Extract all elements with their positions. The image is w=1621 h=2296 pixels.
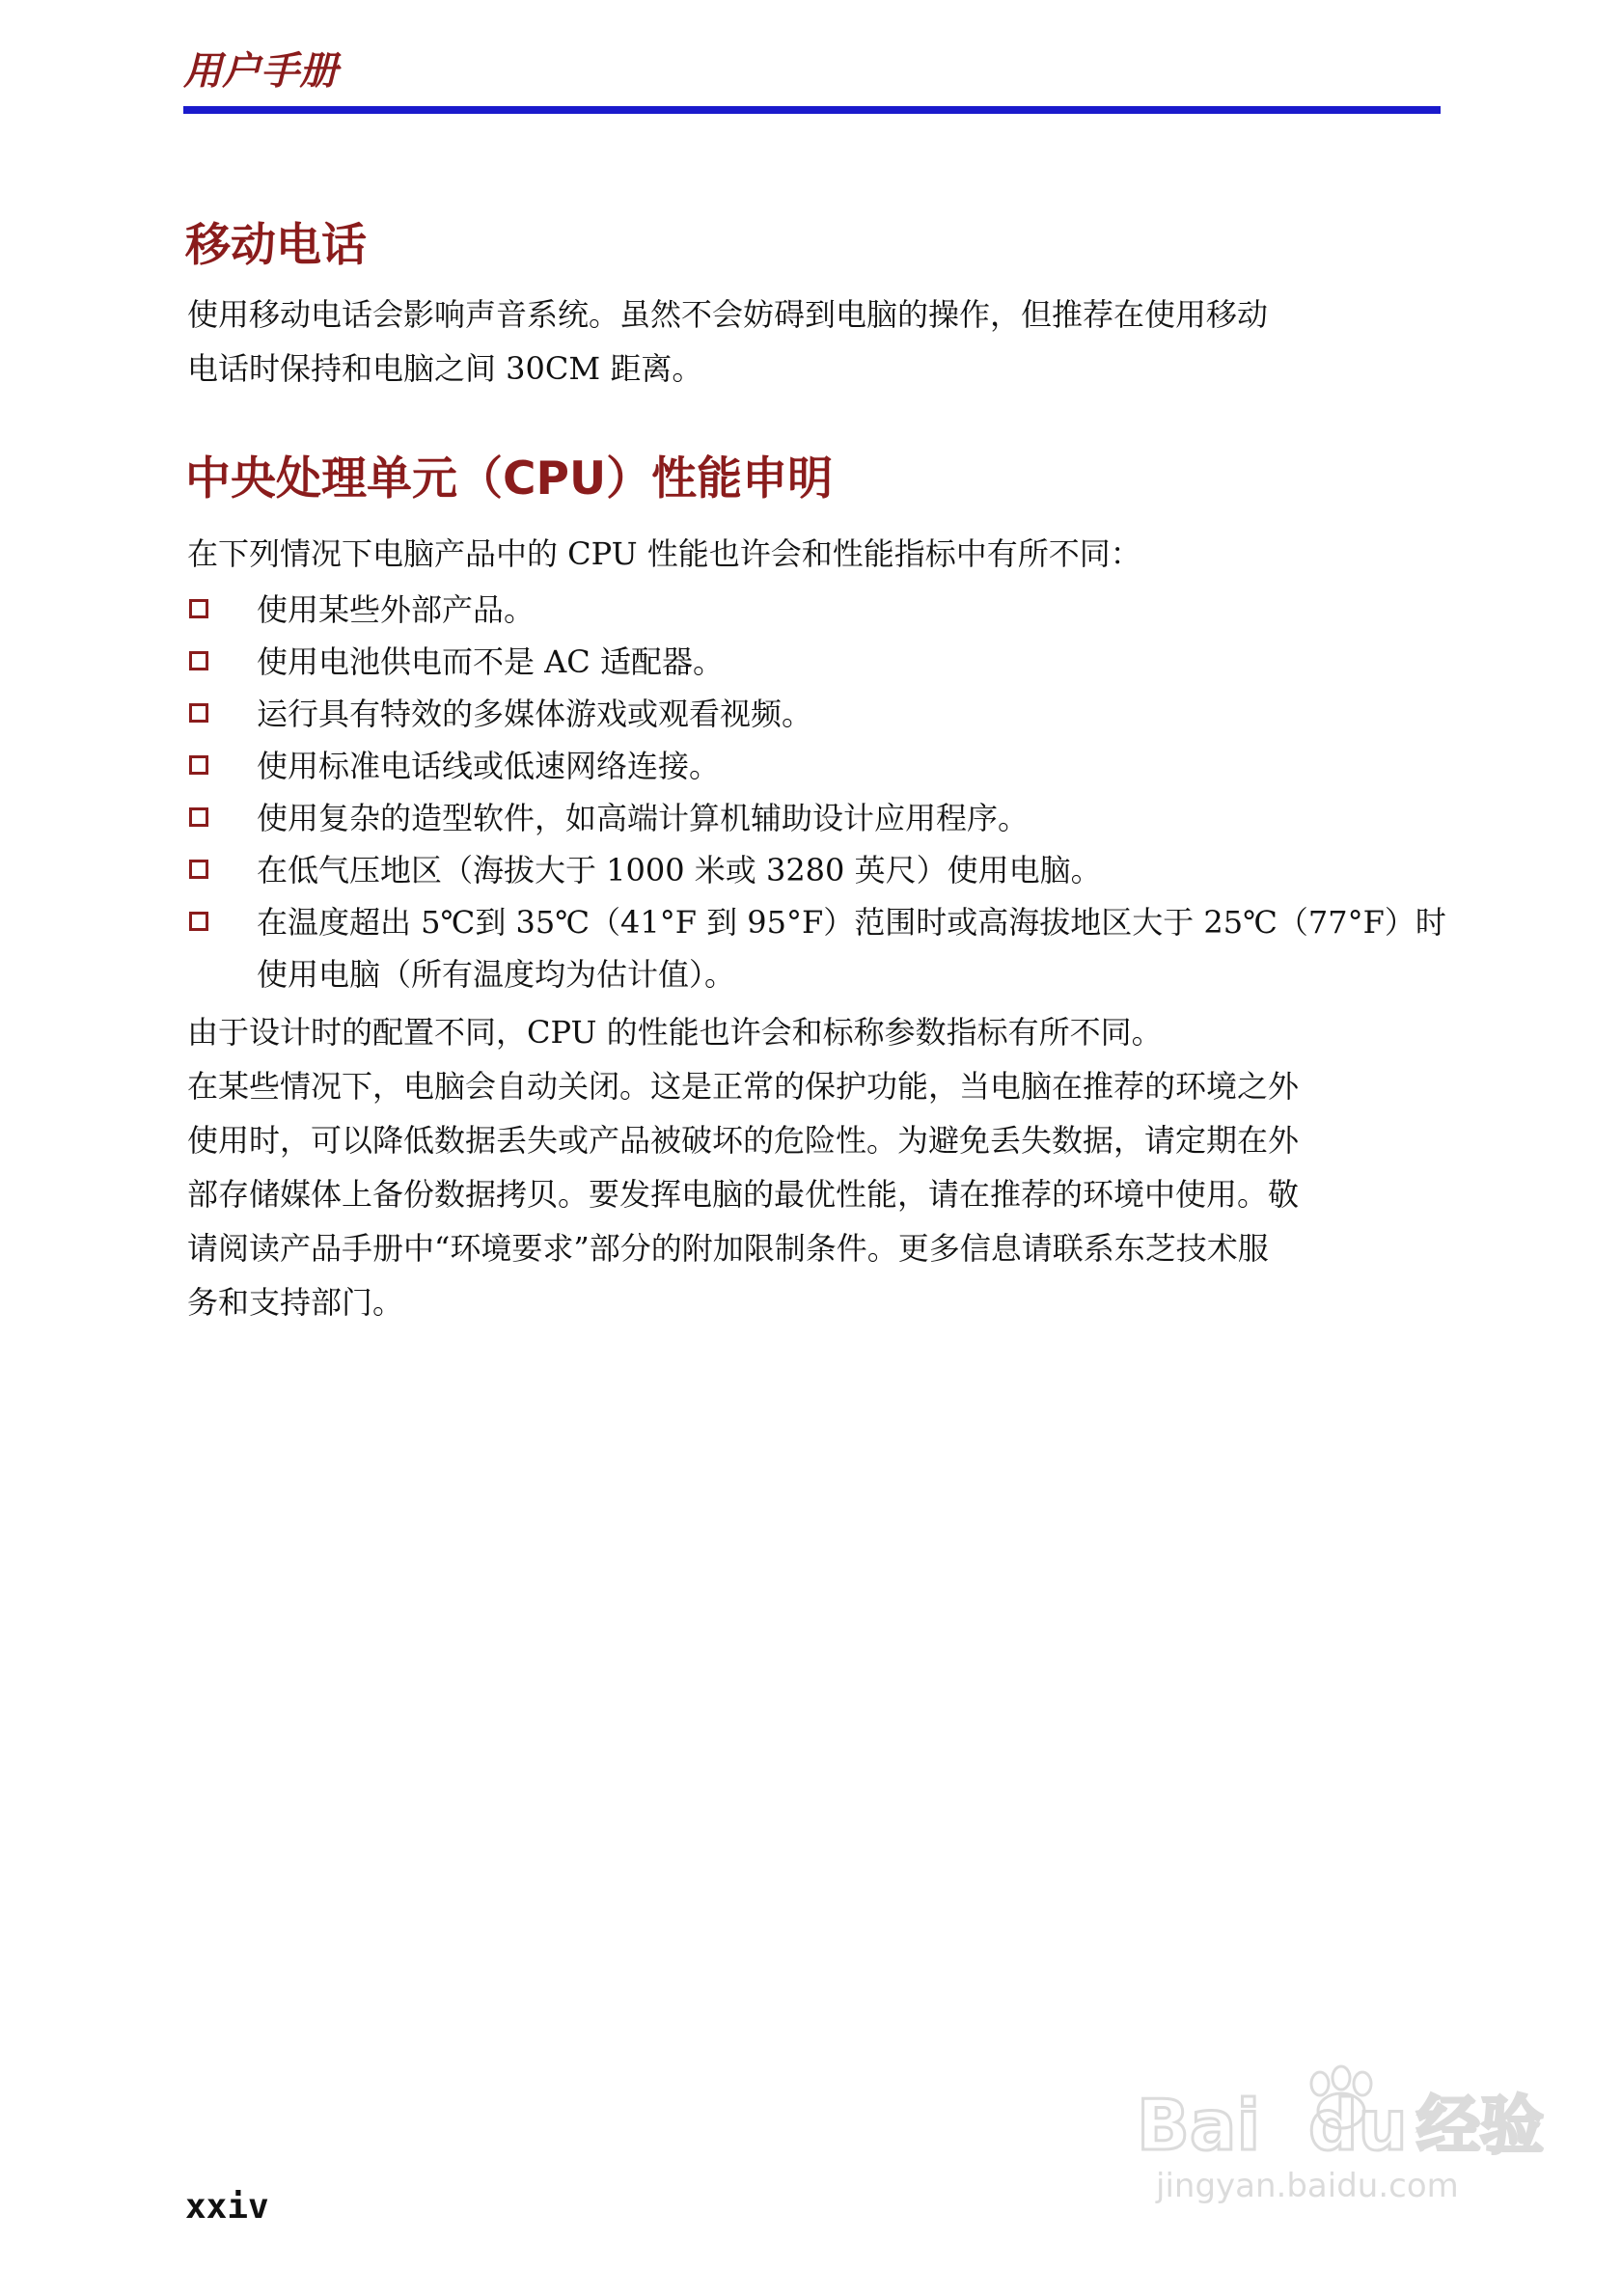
svg-text:du: du [1308, 2085, 1408, 2161]
svg-text:Bai: Bai [1137, 2085, 1261, 2161]
header-rule [183, 106, 1441, 114]
paragraph-line: 电话时保持和电脑之间 30CM 距离。 [187, 350, 703, 387]
checkbox-bullet-icon [189, 651, 208, 670]
list-item [187, 792, 1447, 844]
paragraph-line: 使用时，可以降低数据丢失或产品被破坏的危险性。为避免丢失数据，请定期在外 [187, 1122, 1300, 1159]
list-item-text: 运行具有特效的多媒体游戏或观看视频。 [257, 696, 813, 732]
list-item [187, 844, 1447, 896]
list-item [187, 584, 1447, 636]
checkbox-bullet-icon [189, 755, 208, 775]
mobile-phone-paragraph [187, 287, 1447, 396]
checkbox-bullet-icon [189, 807, 208, 827]
auto-shutdown-paragraph [187, 1059, 1447, 1329]
baidu-paw-logo-icon [1137, 2064, 1561, 2161]
paragraph-line: 在某些情况下，电脑会自动关闭。这是正常的保护功能，当电脑在推荐的环境之外 [187, 1068, 1300, 1105]
paragraph-line: 务和支持部门。 [187, 1284, 404, 1321]
checkbox-bullet-icon [189, 912, 208, 931]
cpu-condition-list [187, 584, 1447, 1000]
list-item-text: 在低气压地区（海拔大于 1000 米或 3280 英尺）使用电脑。 [257, 852, 1102, 888]
list-item-text: 在温度超出 5℃到 35℃（41°F 到 95°F）范围时或高海拔地区大于 25℃（77°F）时使用电脑（所有温度均为估计值）。 [257, 904, 1446, 993]
running-header-title: 用户手册 [183, 49, 338, 94]
cpu-intro-paragraph: 在下列情况下电脑产品中的 CPU 性能也许会和性能指标中有所不同： [187, 535, 1141, 572]
paragraph-line: 请阅读产品手册中“环境要求”部分的附加限制条件。更多信息请联系东芝技术服 [187, 1230, 1269, 1267]
svg-text:经验: 经验 [1416, 2089, 1544, 2161]
paragraph-line: 部存储媒体上备份数据拷贝。要发挥电脑的最优性能，请在推荐的环境中使用。敬 [187, 1176, 1300, 1213]
paragraph-line: 使用移动电话会影响声音系统。虽然不会妨碍到电脑的操作，但推荐在使用移动 [187, 296, 1269, 333]
checkbox-bullet-icon [189, 860, 208, 879]
list-item-text: 使用某些外部产品。 [257, 591, 536, 628]
cpu-variance-paragraph: 由于设计时的配置不同，CPU 的性能也许会和标称参数指标有所不同。 [187, 1014, 1163, 1051]
list-item-text: 使用复杂的造型软件，如高端计算机辅助设计应用程序。 [257, 800, 1030, 836]
watermark-url: jingyan.baidu.com [1156, 2167, 1459, 2205]
section-heading-cpu-performance: 中央处理单元（CPU）性能申明 [185, 452, 834, 506]
list-item [187, 740, 1447, 792]
checkbox-bullet-icon [189, 703, 208, 723]
list-item-text: 使用电池供电而不是 AC 适配器。 [257, 643, 724, 680]
page-number: xxiv [185, 2187, 269, 2227]
list-item [187, 688, 1447, 740]
list-item [187, 896, 1447, 1000]
section-heading-mobile-phone: 移动电话 [185, 219, 367, 272]
list-item-text: 使用标准电话线或低速网络连接。 [257, 748, 721, 784]
baidu-jingyan-watermark [1137, 2064, 1561, 2219]
checkbox-bullet-icon [189, 599, 208, 618]
list-item [187, 636, 1447, 688]
